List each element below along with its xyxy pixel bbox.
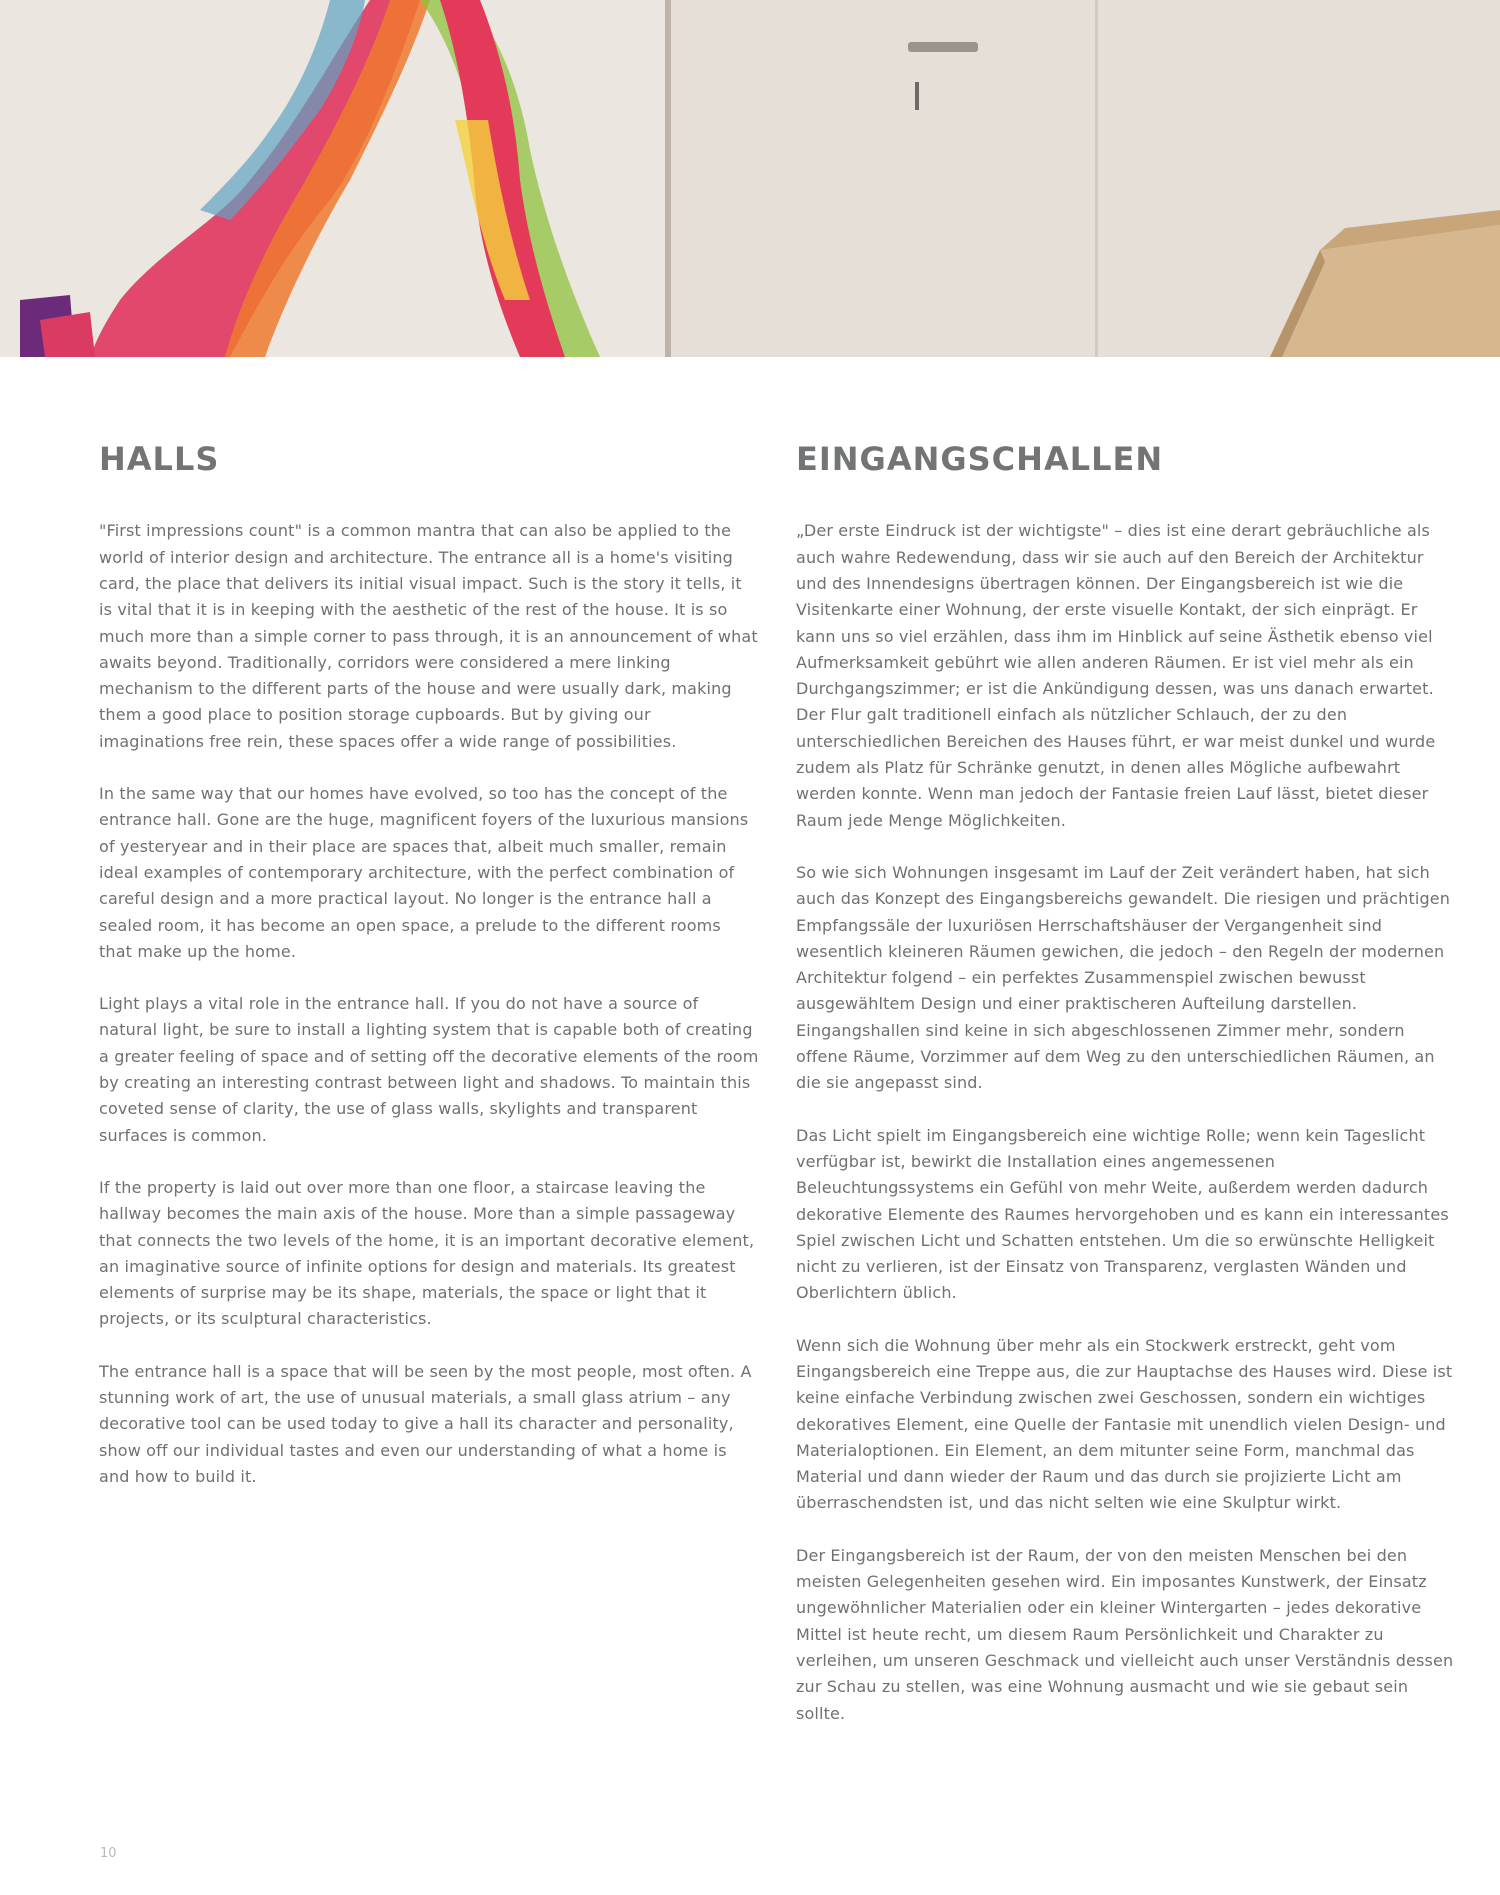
- german-paragraph-5: Der Eingangsbereich ist der Raum, der von den meisten Menschen bei den meisten Gelegenheiten gesehen wird. Ein imposantes Kunstwerk, der Einsatz ungewöhnlicher Materialien oder ein kleiner Wintergarten – jedes dekorative Mittel ist heute recht, um diesem Raum Persönlichkeit und Charakter zu verleihen, um unseren Geschmack und vielleicht auch unser Verständnis dessen zur Schau zu stellen, was eine Wohnung ausmacht und wie sie gebaut sein sollte.: [796, 1545, 1454, 1723]
- page-number: 10: [100, 1846, 117, 1861]
- english-column: [99, 440, 759, 1516]
- english-heading: HALLS: [99, 440, 220, 478]
- door-handle: [908, 42, 978, 52]
- german-paragraph-4: Wenn sich die Wohnung über mehr als ein Stockwerk erstreckt, geht vom Eingangsbereich eine Treppe aus, die zur Hauptachse des Hauses wird. Diese ist keine einfache Verbindung zwischen zwei Geschossen, sondern ein wichtiges dekoratives Element, eine Quelle der Fantasie mit unendlich vielen Design- und Materialoptionen. Ein Element, an dem mitunter seine Form, manchmal das Material und dann wieder der Raum und das durch sie projizierte Licht am überraschendsten ist, und das nicht selten wie eine Skulptur wirkt.: [796, 1335, 1453, 1513]
- header-photo: [0, 0, 1500, 357]
- english-paragraph-4: If the property is laid out over more than one floor, a staircase leaving the hallway becomes the main axis of the house. More than a simple passageway that connects the two levels of the home, it is an important decorative element, an imaginative source of infinite options for design and materials. Its greatest elements of surprise may be its shape, materials, the space or light that it projects, or its sculptural characteristics.: [99, 1177, 755, 1329]
- english-paragraph-3: Light plays a vital role in the entrance hall. If you do not have a source of natural light, be sure to install a lighting system that is capable both of creating a greater feeling of space and of setting off the decorative elements of the room by creating an interesting contrast between light and shadows. To maintain this coveted sense of clarity, the use of glass walls, skylights and transparent surfaces is common.: [99, 994, 759, 1145]
- german-paragraph-1: „Der erste Eindruck ist der wichtigste" – dies ist eine derart gebräuchliche als auch wahre Redewendung, dass wir sie auch auf den Bereich der Architektur und des Innendesigns übertragen können. Der Eingangsbereich ist wie die Visitenkarte einer Wohnung, der erste visuelle Kontakt, der sich einprägt. Er kann uns so viel erzählen, dass ihm im Hinblick auf seine Ästhetik ebenso viel Aufmerksamkeit gebührt wie allen anderen Räumen. Er ist viel mehr als ein Durchgangszimmer; er ist die Ankündigung dessen, was uns danach erwartet. Der Flur galt traditionell einfach als nützlicher Schlauch, der zu den unterschiedlichen Bereichen des Hauses führt, er war meist dunkel und wurde zudem als Platz für Schränke genutzt, in denen alles Mögliche aufbewahrt werden konnte. Wenn man jedoch der Fantasie freien Lauf lässt, bietet dieser Raum jede Menge Möglichkeiten.: [796, 521, 1436, 830]
- photo-illustration: [0, 0, 1500, 357]
- english-paragraph-5: The entrance hall is a space that will be seen by the most people, most often. A stunning work of art, the use of unusual materials, a small glass atrium – any decorative tool can be used today to give a hall its character and personality, show off our individual tastes and even our understanding of what a home is and how to build it.: [99, 1361, 752, 1486]
- english-paragraph-1: "First impressions count" is a common mantra that can also be applied to the world of interior design and architecture. The entrance all is a home's visiting card, the place that delivers its initial visual impact. Such is the story it tells, it is vital that it is in keeping with the aesthetic of the rest of the house. It is so much more than a simple corner to pass through, it is an announcement of what awaits beyond. Traditionally, corridors were considered a mere linking mechanism to the different parts of the house and were usually dark, making them a good place to position storage cupboards. But by giving our imaginations free rein, these spaces offer a wide range of possibilities.: [99, 521, 758, 751]
- german-heading: EINGANGSCHALLEN: [796, 440, 1164, 478]
- wall-seam: [665, 0, 671, 357]
- door-edge: [1095, 0, 1098, 357]
- door-lock: [915, 82, 919, 110]
- german-paragraph-2: So wie sich Wohnungen insgesamt im Lauf der Zeit verändert haben, hat sich auch das Konzept des Eingangsbereichs gewandelt. Die riesigen und prächtigen Empfangssäle der luxuriösen Herrschaftshäuser der Vergangenheit sind wesentlich kleineren Räumen gewichen, die jedoch – den Regeln der modernen Architektur folgend – ein perfektes Zusammenspiel zwischen bewusst ausgewähltem Design und einer praktischeren Aufteilung darstellen. Eingangshallen sind keine in sich abgeschlossenen Zimmer mehr, sondern offene Räume, Vorzimmer auf dem Weg zu den unterschiedlichen Räumen, an die sie angepasst sind.: [796, 862, 1451, 1093]
- german-paragraph-3: Das Licht spielt im Eingangsbereich eine wichtige Rolle; wenn kein Tageslicht verfügbar ist, bewirkt die Installation eines angemessenen Beleuchtungssystems ein Gefühl von mehr Weite, außerdem werden dadurch dekorative Elemente des Raumes hervorgehoben und es kann ein interessantes Spiel zwischen Licht und Schatten entstehen. Um die so erwünschte Helligkeit nicht zu verlieren, ist der Einsatz von Transparenz, verglasten Wänden und Oberlichtern üblich.: [796, 1125, 1449, 1303]
- english-paragraph-2: In the same way that our homes have evolved, so too has the concept of the entrance hall. Gone are the huge, magnificent foyers of the luxurious mansions of yesteryear and in their place are spaces that, albeit much smaller, remain ideal examples of contemporary architecture, with the perfect combination of careful design and a more practical layout. No longer is the entrance hall a sealed room, it has become an open space, a prelude to the different rooms that make up the home.: [99, 784, 749, 961]
- german-column: [796, 440, 1456, 1753]
